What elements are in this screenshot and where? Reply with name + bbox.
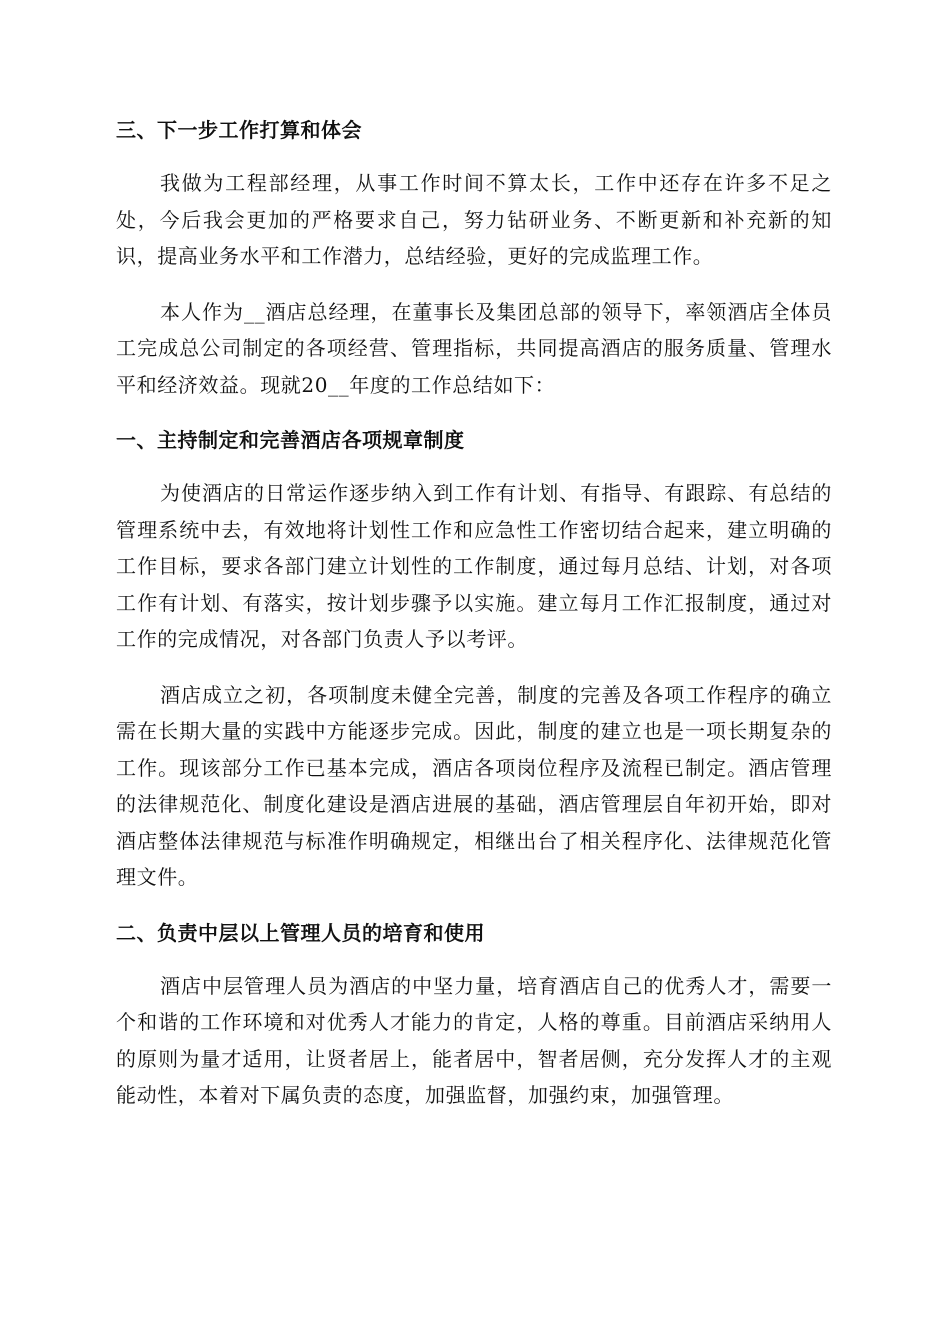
paragraph-general-manager-intro: 本人作为__酒店总经理，在董事长及集团总部的领导下，率领酒店全体员工完成总公司制定的各项经营、管理指标，共同提高酒店的服务质量、管理水平和经济效益。现就20__年度的工作总结如下： bbox=[116, 299, 832, 397]
document-page bbox=[116, 112, 832, 1114]
section-heading-next-steps: 三、下一步工作打算和体会 bbox=[116, 118, 362, 142]
paragraph-planning-system: 为使酒店的日常运作逐步纳入到工作有计划、有指导、有跟踪、有总结的管理系统中去，有效地将计划性工作和应急性工作密切结合起来，建立明确的工作目标，要求各部门建立计划性的工作制度，通过每月总结、计划，对各项工作有计划、有落实，按计划步骤予以实施。建立每月工作汇报制度，通过对工作的完成情况，对各部门负责人予以考评。 bbox=[116, 481, 832, 651]
paragraph-engineering-manager: 我做为工程部经理，从事工作时间不算太长，工作中还存在许多不足之处，今后我会更加的严格要求自己，努力钻研业务、不断更新和补充新的知识，提高业务水平和工作潜力，总结经验，更好的完成监理工作。 bbox=[116, 171, 832, 268]
paragraph-rules-establishment: 酒店成立之初，各项制度未健全完善，制度的完善及各项工作程序的确立需在长期大量的实践中方能逐步完成。因此，制度的建立也是一项长期复杂的工作。现该部分工作已基本完成，酒店各项岗位程序及流程已制定。酒店管理的法律规范化、制度化建设是酒店进展的基础，酒店管理层自年初开始，即对酒店整体法律规范与标准作明确规定，相继出台了相关程序化、法律规范化管理文件。 bbox=[116, 682, 832, 889]
paragraph-middle-management: 酒店中层管理人员为酒店的中坚力量，培育酒店自己的优秀人才，需要一个和谐的工作环境和对优秀人才能力的肯定，人格的尊重。目前酒店采纳用人的原则为量才适用，让贤者居上，能者居中，智者居侧，充分发挥人才的主观能动性，本着对下属负责的态度，加强监督，加强约束，加强管理。 bbox=[116, 973, 832, 1107]
section-heading-regulations: 一、主持制定和完善酒店各项规章制度 bbox=[116, 428, 465, 452]
section-heading-management-training: 二、负责中层以上管理人员的培育和使用 bbox=[116, 920, 485, 945]
